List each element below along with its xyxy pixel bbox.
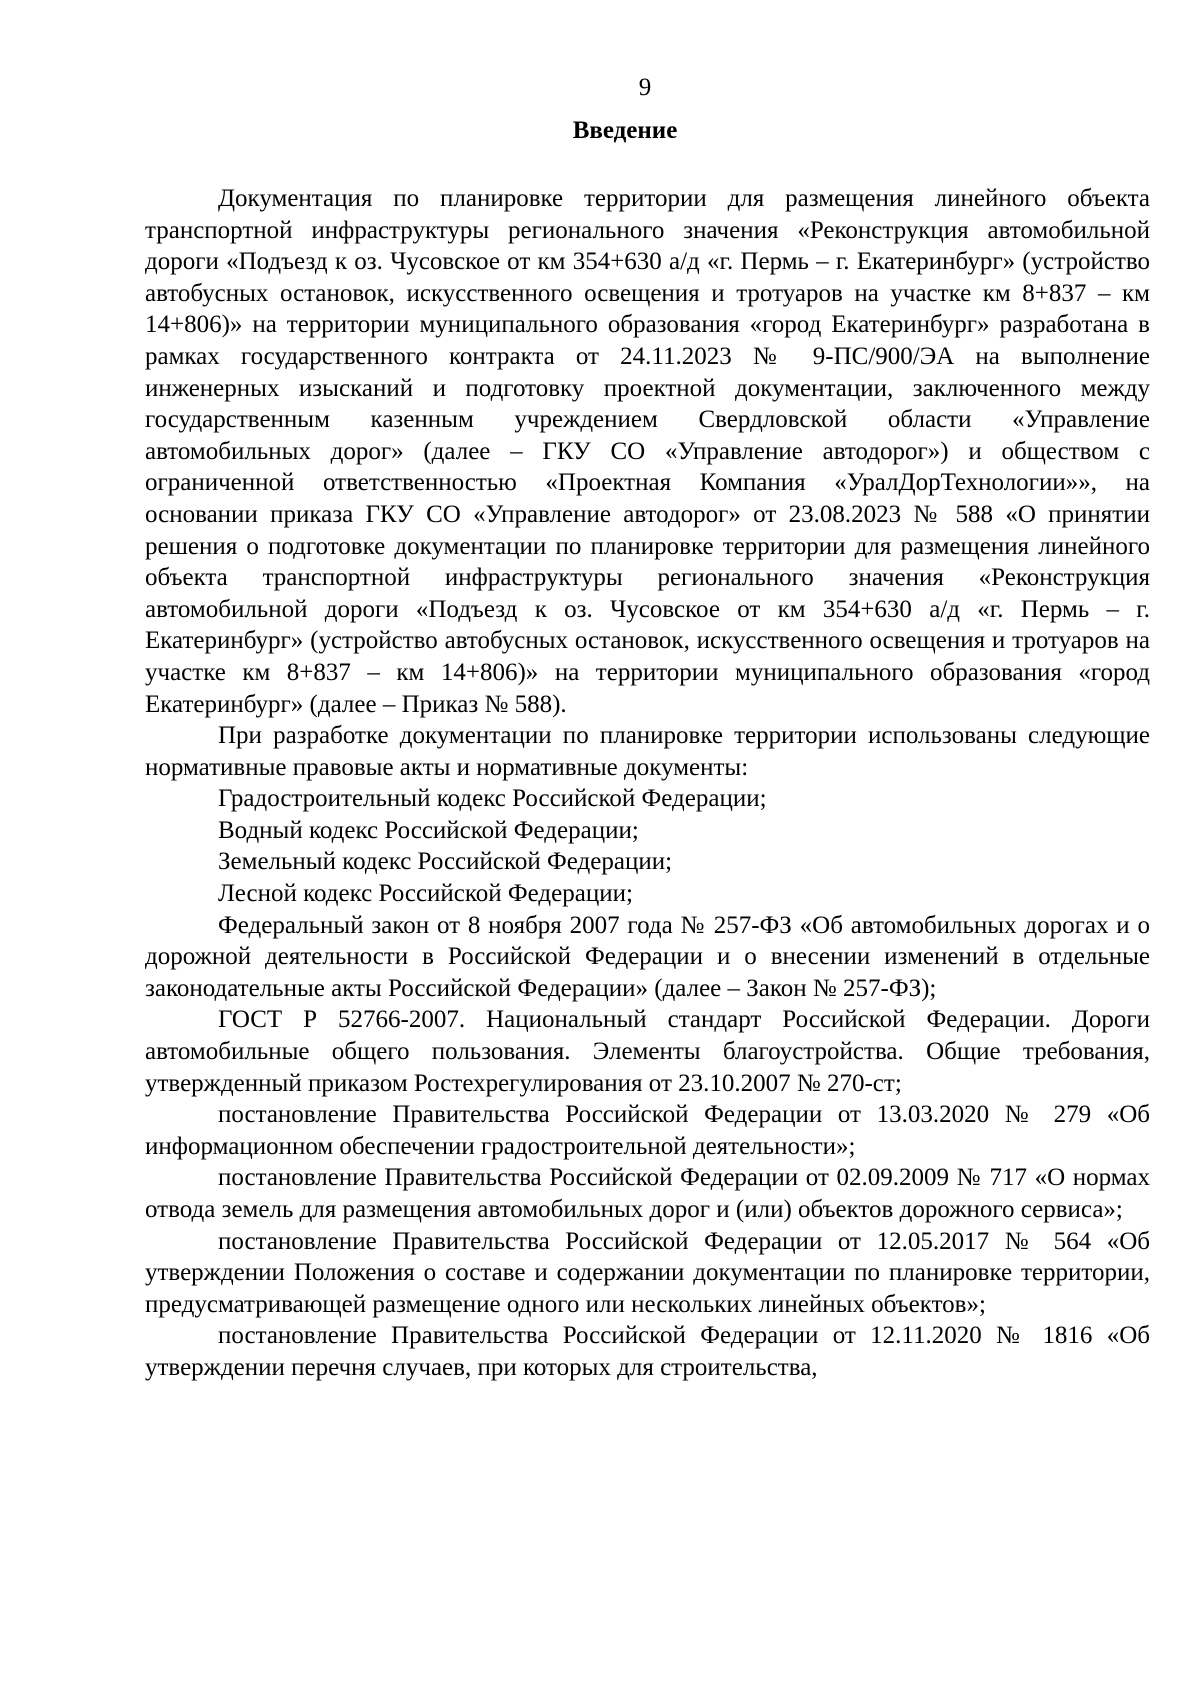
- list-item-water-code: Водный кодекс Российской Федерации;: [218, 816, 639, 844]
- list-item-urban-planning-code: Градостроительный кодекс Российской Федерации;: [218, 785, 767, 813]
- list-item-land-code: Земельный кодекс Российской Федерации;: [218, 848, 673, 876]
- list-item-forest-code: Лесной кодекс Российской Федерации;: [218, 880, 633, 908]
- list-item-resolution-564: постановление Правительства Российской Федерации от 12.05.2017 № 564 «Об утверждении Положения о составе и содержании документации по планировке территории, предусматривающей размещение одного или нескольких линейных объектов»;: [145, 1227, 1150, 1318]
- section-heading: Введение: [572, 117, 678, 144]
- paragraph-normative-acts-intro: При разработке документации по планировке территории использованы следующие нормативные правовые акты и нормативные документы:: [145, 722, 1150, 781]
- list-item-resolution-279: постановление Правительства Российской Федерации от 13.03.2020 № 279 «Об информационном обеспечении градостроительной деятельности»;: [145, 1101, 1150, 1160]
- list-item-gost-52766: ГОСТ Р 52766-2007. Национальный стандарт Российской Федерации. Дороги автомобильные общего пользования. Элементы благоустройства. Общие требования, утвержденный приказом Ростехрегулирования от 23.10.2007 № 270-ст;: [145, 1006, 1150, 1097]
- paragraph-intro: Документация по планировке территории для размещения линейного объекта транспортной инфраструктуры регионального значения «Реконструкция автомобильной дороги «Подъезд к оз. Чусовское от км 354+630 а/д «г. Пермь – г. Екатеринбург» (устройство автобусных остановок, искусственного освещения и тротуаров на участке км 8+837 – км 14+806)» на территории муниципального образования «город Екатеринбург» разработана в рамках государственного контракта от 24.11.2023 № 9-ПС/900/ЭА на выполнение инженерных изысканий и подготовку проектной документации, заключенного между государственным казенным учреждением Свердловской области «Управление автомобильных дорог» (далее – ГКУ СО «Управление автодорог») и обществом с ограниченной ответственностью «Проектная Компания «УралДорТехнологии»», на основании приказа ГКУ СО «Управление автодорог» от 23.08.2023 № 588 «О принятии решения о подготовке документации по планировке территории для размещения линейного объекта транспортной инфраструктуры регионального значения «Реконструкция автомобильной дороги «Подъезд к оз. Чусовское от км 354+630 а/д «г. Пермь – г. Екатеринбург» (устройство автобусных остановок, искусственного освещения и тротуаров на участке км 8+837 – км 14+806)» на территории муниципального образования «город Екатеринбург» (далее – Приказ № 588).: [145, 185, 1150, 718]
- list-item-resolution-717: постановление Правительства Российской Федерации от 02.09.2009 № 717 «О нормах отвода земель для размещения автомобильных дорог и (или) объектов дорожного сервиса»;: [145, 1164, 1150, 1223]
- page-number: 9: [638, 74, 652, 101]
- list-item-resolution-1816: постановление Правительства Российской Федерации от 12.11.2020 № 1816 «Об утверждении перечня случаев, при которых для строительства,: [145, 1322, 1150, 1381]
- list-item-federal-law-257: Федеральный закон от 8 ноября 2007 года № 257-ФЗ «Об автомобильных дорогах и о дорожной деятельности в Российской Федерации и о внесении изменений в отдельные законодательные акты Российской Федерации» (далее – Закон № 257-ФЗ);: [145, 911, 1150, 1002]
- body-text: [145, 183, 1150, 1384]
